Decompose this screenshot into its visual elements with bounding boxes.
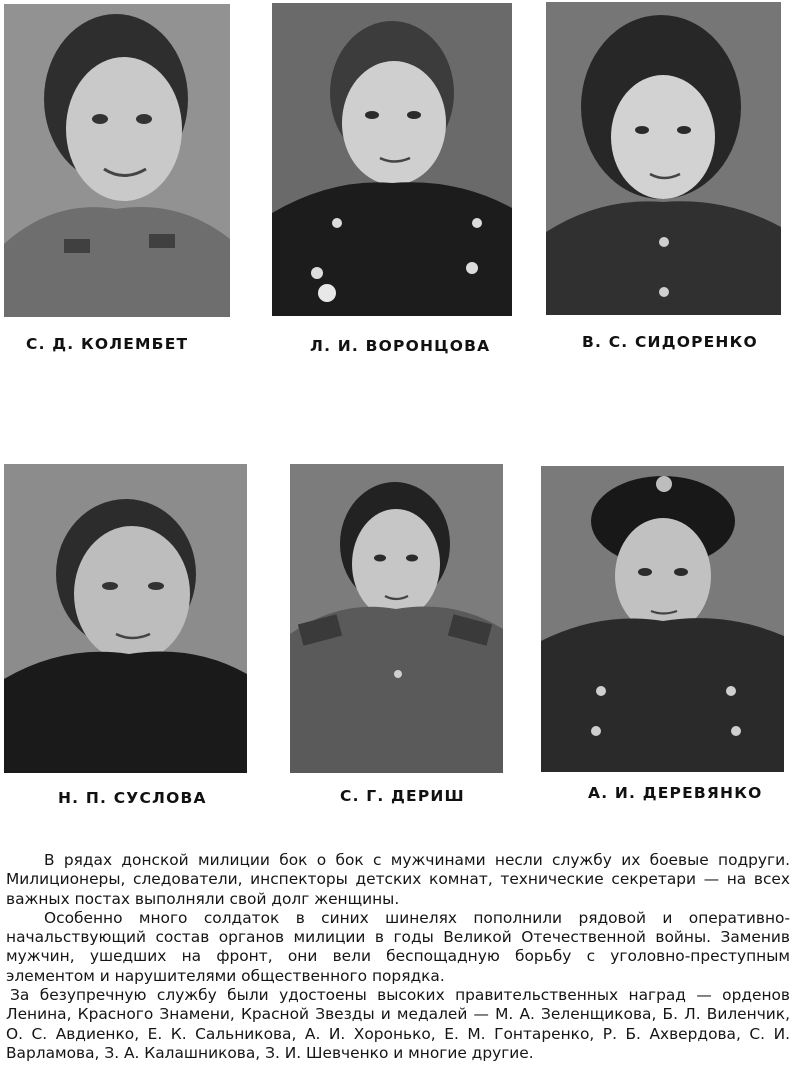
portrait-photo-derish bbox=[290, 464, 503, 773]
portrait-image bbox=[272, 3, 512, 316]
portrait-photo-derevyanko bbox=[541, 466, 784, 772]
portrait-caption: С. Д. КОЛЕМБЕТ bbox=[26, 335, 189, 353]
portrait-caption: В. С. СИДОРЕНКО bbox=[582, 333, 758, 351]
body-text bbox=[6, 851, 790, 1063]
portrait-photo-kolembet bbox=[4, 4, 230, 317]
portrait-caption: А. И. ДЕРЕВЯНКО bbox=[588, 784, 763, 802]
portrait-photo-vorontsova bbox=[272, 3, 512, 316]
portrait-photo-suslova bbox=[4, 464, 247, 773]
portrait-image bbox=[4, 4, 230, 317]
paragraph: В рядах донской милиции бок о бок с мужчинами несли службу их боевые подруги. Милиционеры, следователи, инспекторы детских комнат, технические секретари — на всех важных постах выполняли свой долг женщины. bbox=[6, 851, 790, 908]
portrait-image bbox=[4, 464, 247, 773]
portrait-image bbox=[546, 2, 781, 315]
portrait-image bbox=[541, 466, 784, 772]
portrait-caption: С. Г. ДЕРИШ bbox=[340, 787, 465, 805]
paragraph: За безупречную службу были удостоены высоких правительственных наград — орденов Ленина, Красного Знамени, Красной Звезды и медалей — М. А. Зеленщикова, Б. Л. Виленчик, О. С. Авдиенко, Е. К. Сальникова, А. И. Хоронько, Е. М. Гонтаренко, Р. Б. Ахвердова, С. И. Варламова, З. А. Калашникова, З. И. Шевченко и многие другие. bbox=[6, 986, 790, 1062]
paragraph: Особенно много солдаток в синих шинелях пополнили рядовой и оперативно-начальствующий состав органов милиции в годы Великой Отечественной войны. Заменив мужчин, ушедших на фронт, они вели беспощадную борьбу с уголовно-преступным элементом и нарушителями общественного порядка. bbox=[6, 908, 790, 985]
portrait-caption: Л. И. ВОРОНЦОВА bbox=[310, 337, 491, 355]
portrait-photo-sidorenko bbox=[546, 2, 781, 315]
portrait-image bbox=[290, 464, 503, 773]
portrait-caption: Н. П. СУСЛОВА bbox=[58, 789, 207, 807]
